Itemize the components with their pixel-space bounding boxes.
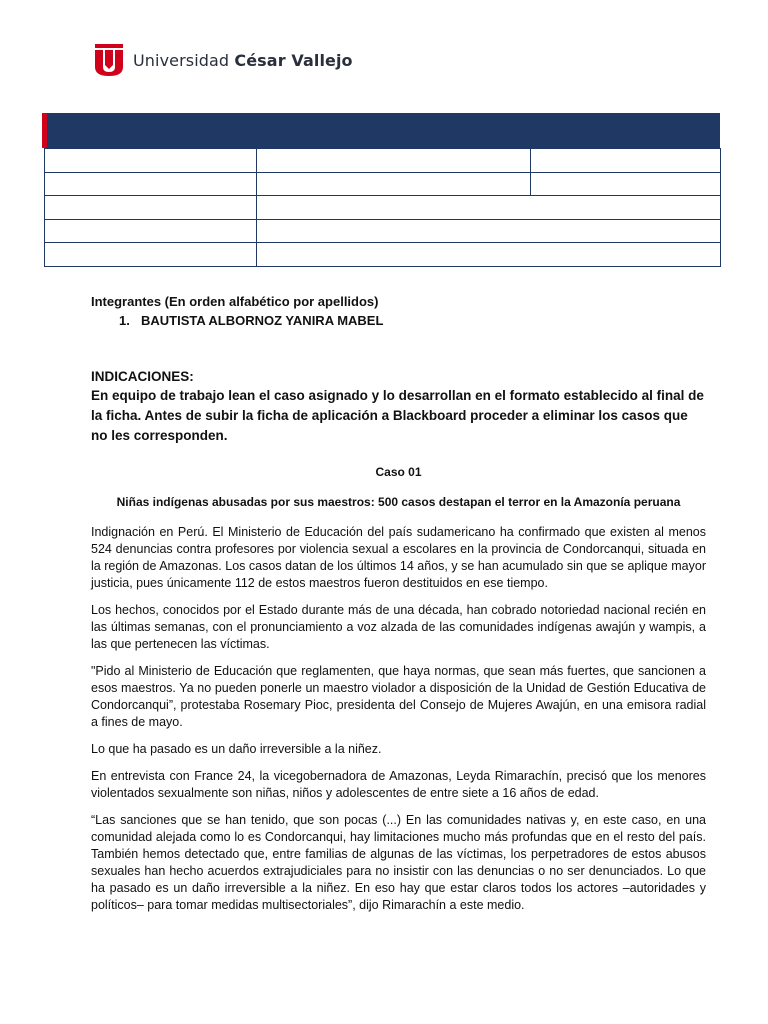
form-info-table <box>44 148 721 267</box>
case-title: Caso 01 <box>375 465 422 479</box>
table-cell <box>45 149 257 173</box>
document-body <box>91 293 706 914</box>
case-paragraph: Indignación en Perú. El Ministerio de Educación del país sudamericano ha confirmado que existen al menos 524 denuncias contra profesores por violencia sexual a escolares en la provincia de Condorcanqui, situada en la región de Amazonas. Los casos datan de los últimos 14 años, y se han acumulado sin que se aplique mayor justicia, pues únicamente 112 de estos maestros fueron destituidos en ese tiempo. <box>91 525 706 590</box>
table-row <box>45 149 721 173</box>
table-row <box>45 196 721 220</box>
table-cell <box>257 219 721 243</box>
table-cell <box>257 196 721 220</box>
table-cell <box>45 219 257 243</box>
form-header-bar <box>42 113 720 148</box>
university-name: Universidad César Vallejo <box>133 50 353 70</box>
table-cell <box>257 149 531 173</box>
table-cell <box>257 172 531 196</box>
case-paragraph: Los hechos, conocidos por el Estado durante más de una década, han cobrado notoriedad nacional recién en las últimas semanas, con el pronunciamiento a voz alzada de las comunidades indígenas awajún y wampis, a las que pertenecen las víctimas. <box>91 603 706 651</box>
case-paragraph: En entrevista con France 24, la vicegobernadora de Amazonas, Leyda Rimarachín, precisó que los menores violentados sexualmente son niñas, niños y adolescentes de entre siete a 16 años de edad. <box>91 769 706 800</box>
case-paragraph: “Las sanciones que se han tenido, que son pocas (...) En las comunidades nativas y, en este caso, en una comunidad alejada como lo es Condorcanqui, hay limitaciones mucho más profundas que en el resto del país. También hemos detectado que, entre familias de algunas de las víctimas, los perpetradores de estos abusos sexuales han hecho acuerdos extrajudiciales para no insistir con las denuncias o no ser denunciados. Lo que ha pasado es un daño irreversible a la niñez. En eso hay que estar claros todos los actores –autoridades y políticos– para tomar medidas multisectoriales”, dijo Rimarachín a este medio. <box>91 813 706 912</box>
case-paragraph: Lo que ha pasado es un daño irreversible a la niñez. <box>91 742 382 756</box>
case-subtitle: Niñas indígenas abusadas por sus maestros: 500 casos destapan el terror en la Amazonía peruana <box>116 495 681 509</box>
university-logo <box>94 43 353 77</box>
table-row <box>45 243 721 267</box>
table-cell <box>45 172 257 196</box>
table-cell <box>45 196 257 220</box>
table-cell <box>531 149 721 173</box>
table-row <box>45 172 721 196</box>
table-cell <box>45 243 257 267</box>
table-row <box>45 219 721 243</box>
indicaciones-title: INDICACIONES: <box>91 369 194 384</box>
integrante-item: 1. BAUTISTA ALBORNOZ YANIRA MABEL <box>119 313 384 328</box>
indicaciones-text: En equipo de trabajo lean el caso asignado y lo desarrollan en el formato establecido al final de la ficha. Antes de subir la ficha de aplicación a Blackboard proceder a eliminar los casos que no les corresponden. <box>91 388 704 443</box>
integrantes-title: Integrantes (En orden alfabético por apellidos) <box>91 294 379 309</box>
table-cell <box>257 243 721 267</box>
table-cell <box>531 172 721 196</box>
case-paragraph: "Pido al Ministerio de Educación que reglamenten, que haya normas, que sean más fuertes, que sancionen a esos maestros. Ya no pueden ponerle un maestro violador a disposición de la Unidad de Gestión Educativa de Condorcanqui”, protestaba Rosemary Pioc, presidenta del Consejo de Mujeres Awajún, en una emisora radial a fines de mayo. <box>91 664 706 729</box>
university-shield-icon <box>94 43 124 77</box>
